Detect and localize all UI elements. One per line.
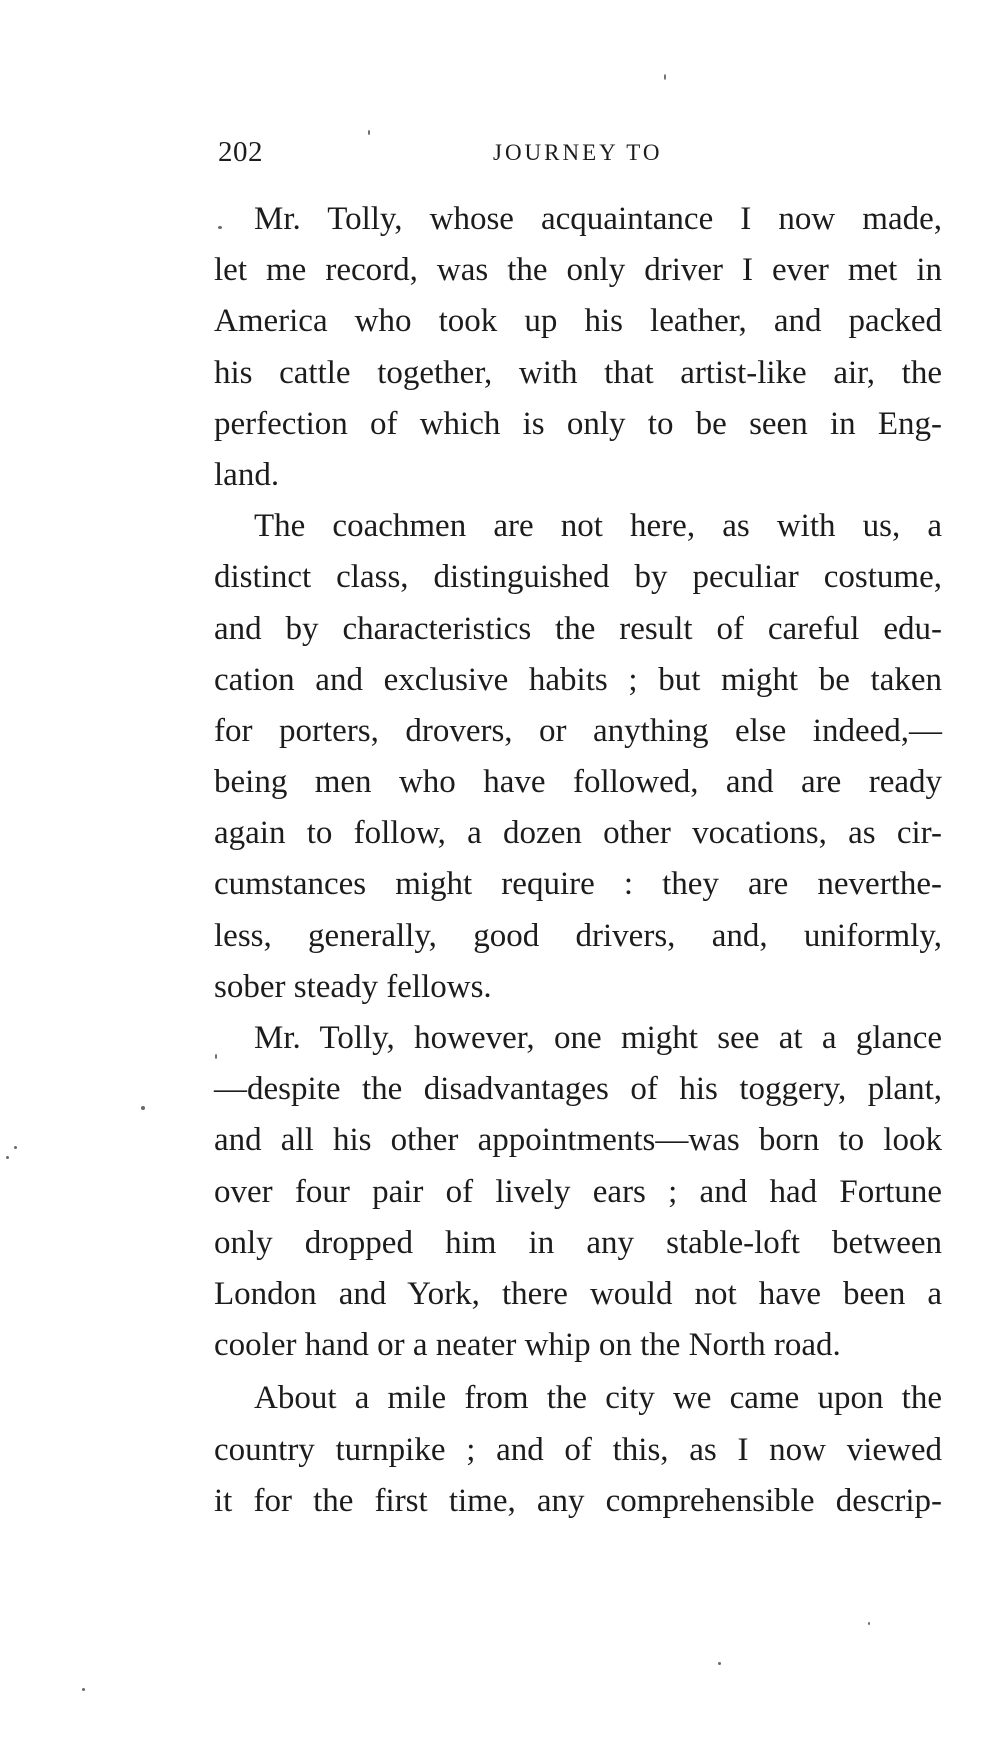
scan-speck xyxy=(141,1106,145,1110)
text-line: Mr. Tolly, however, one might see at a glance xyxy=(254,1020,942,1056)
text-line: for porters, drovers, or anything else indeed,— xyxy=(214,712,942,749)
scan-speck xyxy=(664,74,666,80)
text-line: and by characteristics the result of careful edu- xyxy=(214,610,942,647)
text-line: it for the first time, any comprehensible descrip- xyxy=(214,1482,942,1519)
text-line: London and York, there would not have been a xyxy=(214,1275,942,1312)
text-line: Mr. Tolly, whose acquaintance I now made, xyxy=(254,201,942,237)
text-line: cumstances might require : they are neverthe- xyxy=(214,866,942,903)
scan-speck xyxy=(215,1054,217,1059)
text-line: land. xyxy=(214,456,280,493)
scan-speck xyxy=(14,1146,17,1149)
text-line: —despite the disadvantages of his toggery, plant, xyxy=(214,1071,942,1108)
text-line: country turnpike ; and of this, as I now viewed xyxy=(214,1431,942,1468)
text-line: The coachmen are not here, as with us, a xyxy=(254,508,942,545)
text-line: less, generally, good drivers, and, uniformly, xyxy=(214,917,942,954)
page-header xyxy=(218,136,938,176)
scan-speck xyxy=(718,1662,721,1665)
scan-speck xyxy=(82,1688,85,1691)
text-line: his cattle together, with that artist-like air, the xyxy=(214,354,942,391)
text-line: perfection of which is only to be seen in Eng- xyxy=(214,405,942,442)
scan-speck xyxy=(368,130,370,135)
text-line: America who took up his leather, and packed xyxy=(214,303,942,340)
scan-speck xyxy=(218,226,222,229)
body-text xyxy=(214,194,942,1527)
text-line: over four pair of lively ears ; and had Fortune xyxy=(214,1173,942,1210)
running-head: JOURNEY TO xyxy=(493,140,663,165)
text-line: and all his other appointments—was born to look xyxy=(214,1122,942,1159)
text-line: let me record, was the only driver I ever met in xyxy=(214,252,942,289)
text-line: again to follow, a dozen other vocations, as cir- xyxy=(214,815,942,852)
scan-speck xyxy=(6,1156,9,1159)
text-line: being men who have followed, and are ready xyxy=(214,764,942,801)
text-line: distinct class, distinguished by peculiar costume, xyxy=(214,559,942,596)
text-line: only dropped him in any stable-loft between xyxy=(214,1224,942,1261)
text-line: sober steady fellows. xyxy=(214,968,492,1005)
page-number: 202 xyxy=(218,136,263,168)
text-line: About a mile from the city we came upon the xyxy=(254,1380,942,1417)
text-line: cooler hand or a neater whip on the North road. xyxy=(214,1327,841,1364)
text-line: cation and exclusive habits ; but might be taken xyxy=(214,661,942,698)
scan-speck xyxy=(868,1622,870,1625)
